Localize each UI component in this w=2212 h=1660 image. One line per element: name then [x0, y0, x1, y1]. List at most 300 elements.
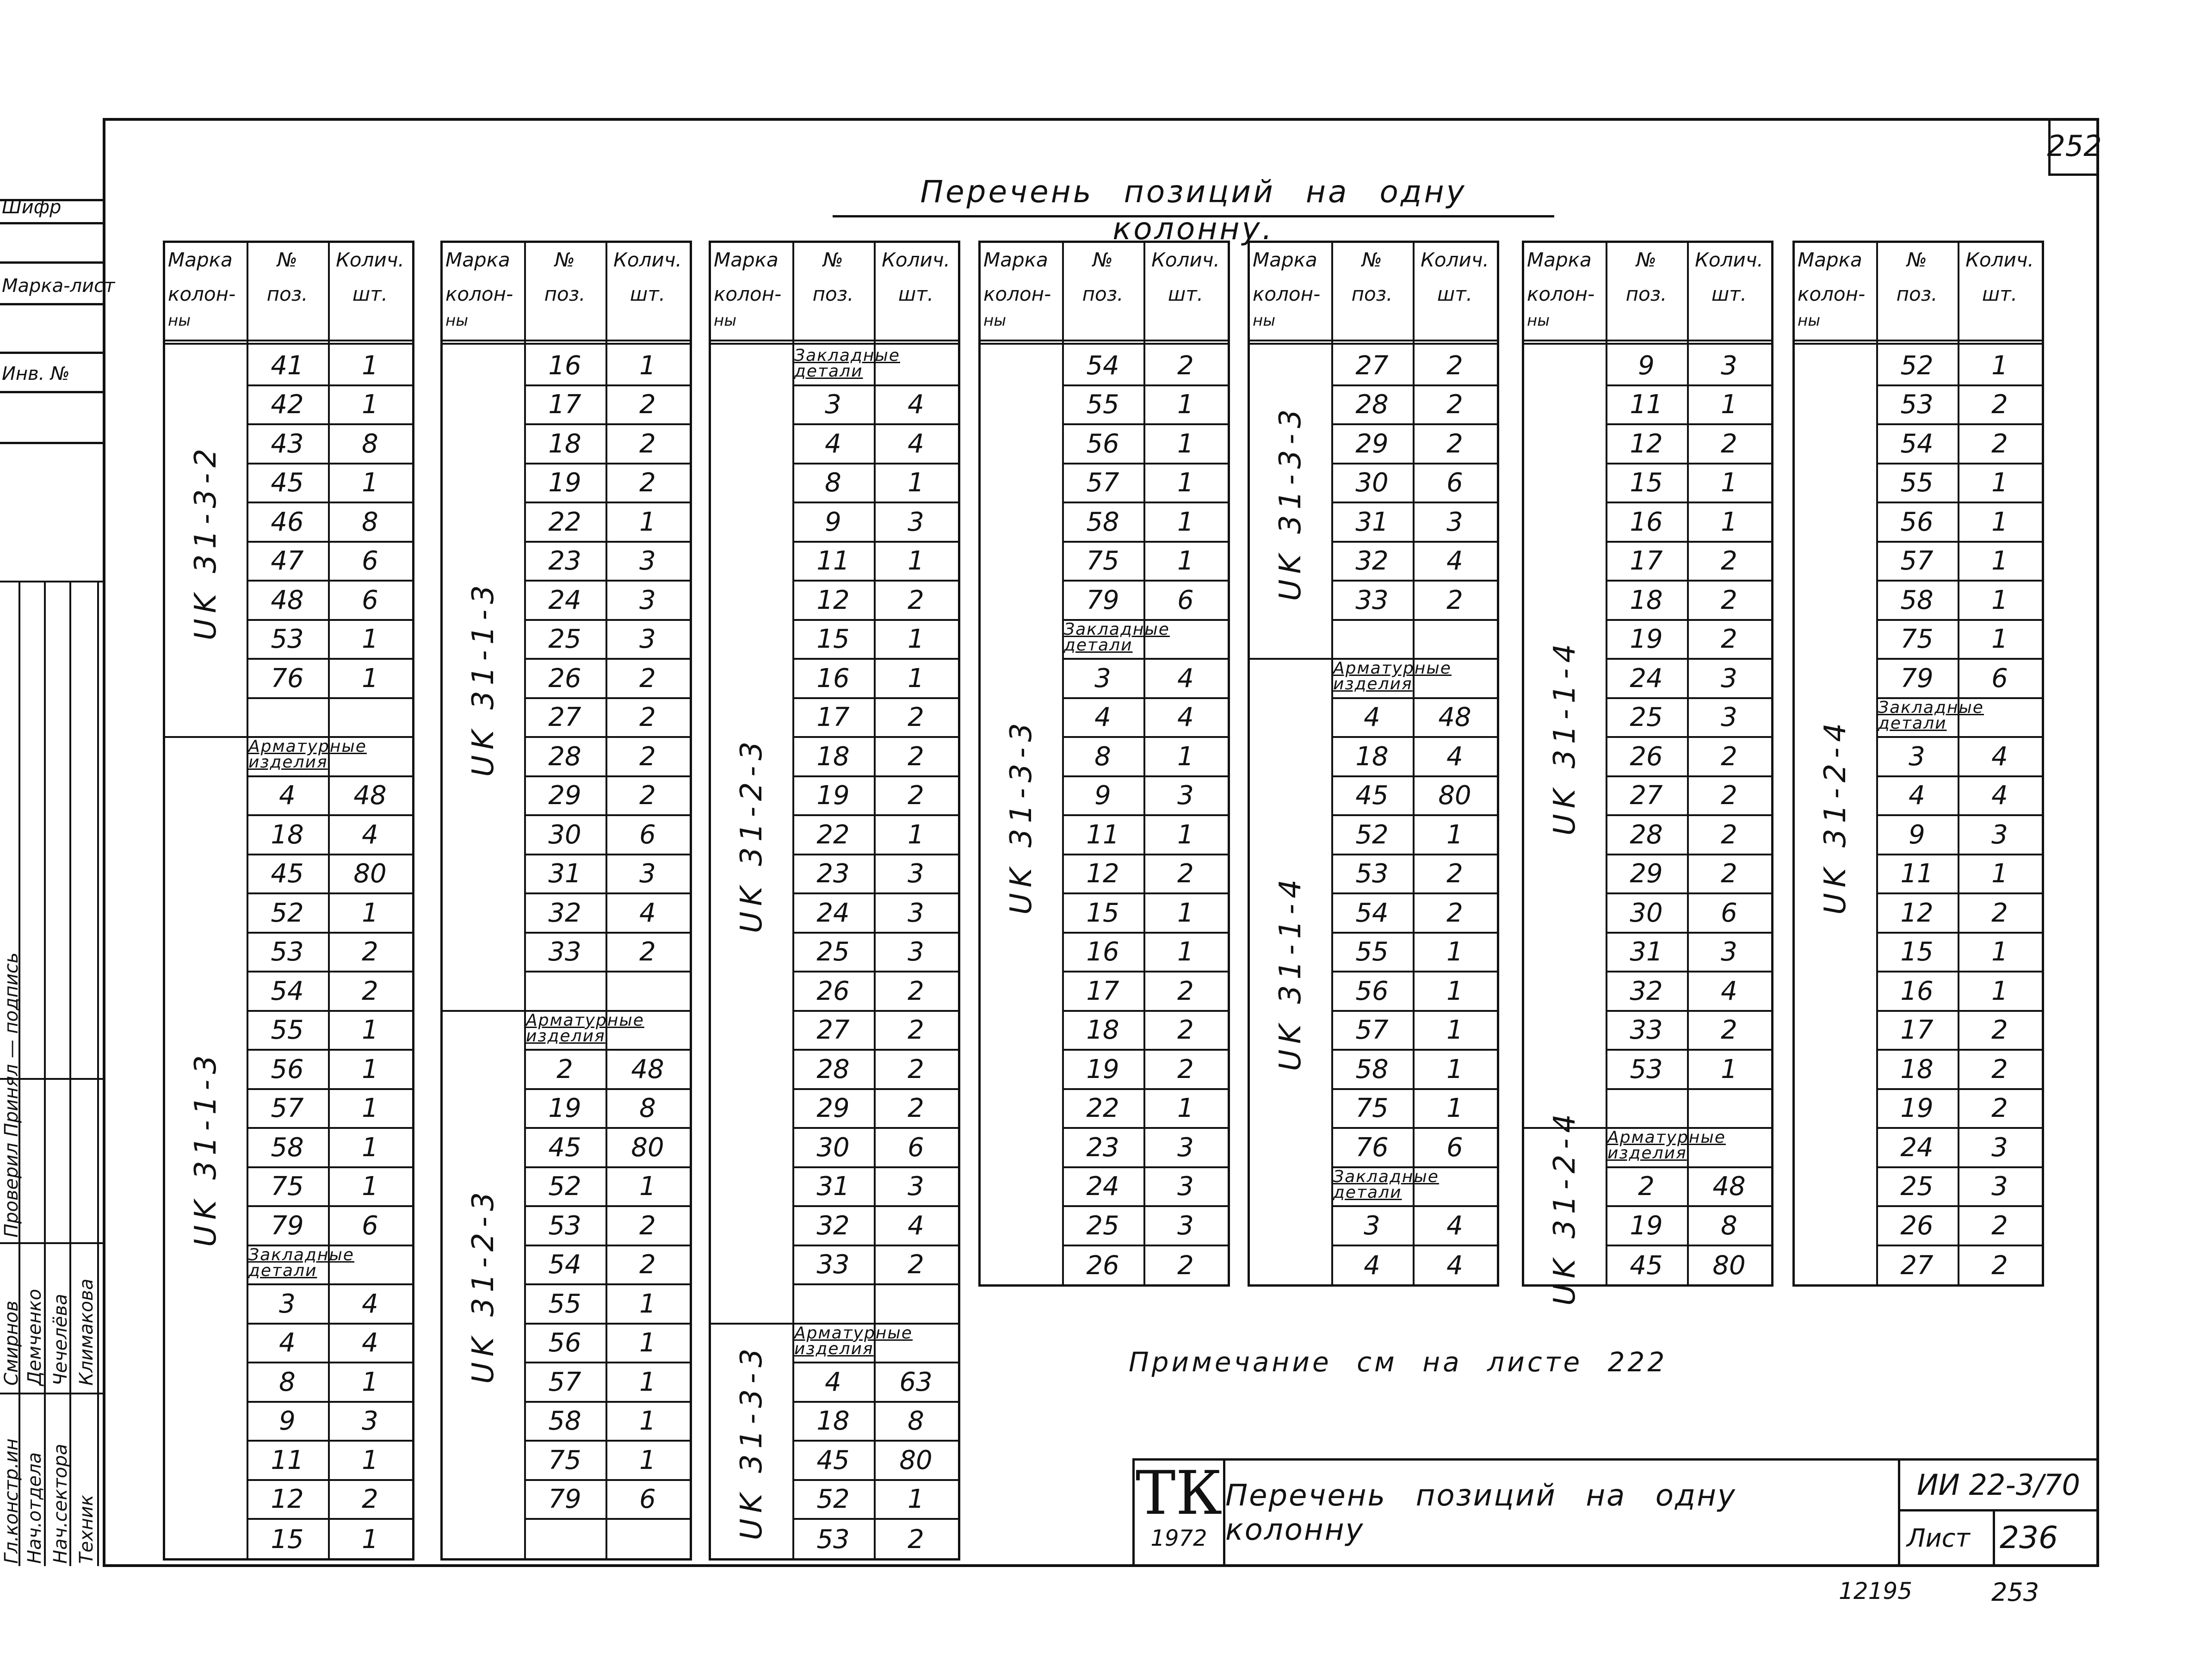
table-row — [524, 1442, 690, 1481]
table-row — [792, 777, 958, 817]
table-row — [1876, 621, 2042, 660]
position-cell: 52 — [1355, 819, 1389, 850]
position-cell: 75 — [548, 1445, 581, 1475]
table-row — [792, 1246, 958, 1286]
column-mark-label: UK 31-2-4 — [1818, 717, 1853, 915]
quantity-cell: 1 — [908, 546, 924, 576]
header-pos-text: № — [1362, 248, 1382, 271]
table-row — [1876, 777, 2042, 817]
quantity-cell: 1 — [1991, 624, 2008, 655]
table-header — [1795, 243, 2042, 345]
name-demchenko: Демченко — [24, 1288, 45, 1386]
table-row — [1331, 347, 1497, 386]
drawing-code: ИИ 22-3/70 — [1898, 1461, 2097, 1511]
table-row — [247, 1246, 412, 1286]
quantity-cell: 2 — [639, 390, 656, 420]
section-label: Арматурные изделия — [1607, 1128, 1726, 1163]
quantity-cell: 3 — [1721, 350, 1737, 381]
table-row — [247, 660, 412, 699]
table-row — [247, 1129, 412, 1168]
position-cell: 53 — [271, 624, 304, 655]
header-mark-text: ны — [1798, 311, 1821, 330]
role-technician: Техник — [76, 1494, 97, 1564]
position-cell: 11 — [816, 546, 850, 576]
quantity-cell: 1 — [1177, 1093, 1194, 1124]
position-cell: 3 — [1364, 1210, 1380, 1241]
position-cell: 18 — [816, 1406, 850, 1437]
quantity-cell: 4 — [1446, 1251, 1463, 1281]
position-cell: 15 — [1086, 898, 1119, 928]
position-cell: 30 — [548, 819, 581, 850]
position-cell: 42 — [271, 390, 304, 420]
header-mark-text: ны — [983, 311, 1007, 330]
table-row — [524, 582, 690, 621]
table-row — [792, 465, 958, 504]
table-row — [1331, 465, 1497, 504]
position-cell: 29 — [816, 1093, 850, 1124]
header-qty-text: шт. — [1982, 283, 2018, 305]
position-cell: 24 — [816, 898, 850, 928]
quantity-cell: 2 — [639, 663, 656, 694]
header-quantity — [1687, 243, 1771, 340]
header-mark-text: колон- — [445, 283, 513, 305]
table-header — [443, 243, 690, 345]
quantity-cell: 1 — [1177, 741, 1194, 772]
position-cell: 32 — [1630, 976, 1663, 1006]
quantity-cell: 1 — [362, 1132, 378, 1163]
quantity-cell: 2 — [1721, 428, 1737, 459]
header-mark-text: Марка — [445, 248, 510, 271]
table-row — [1606, 1090, 1771, 1129]
quantity-cell: 1 — [1446, 1054, 1463, 1084]
header-position — [247, 243, 328, 340]
table-row — [1606, 386, 1771, 426]
column-mark-group — [443, 1012, 524, 1559]
quantity-cell: 6 — [639, 1484, 656, 1515]
header-qty-text: шт. — [1711, 283, 1747, 305]
header-position — [524, 243, 606, 340]
quantity-cell: 4 — [362, 819, 378, 850]
header-qty-text: шт. — [352, 283, 388, 305]
header-pos-text: № — [1093, 248, 1113, 271]
table-row — [792, 1129, 958, 1168]
position-cell: 11 — [1086, 819, 1119, 850]
table-row — [792, 1363, 958, 1403]
column-mark-label: UK 31-2-3 — [735, 736, 769, 934]
quantity-cell: 6 — [362, 585, 378, 615]
position-cell: 15 — [271, 1524, 304, 1555]
column-mark-group — [981, 347, 1062, 1285]
header-mark-text: Марка — [168, 248, 233, 271]
table-row — [792, 816, 958, 855]
table-row — [1331, 503, 1497, 543]
position-cell: 57 — [548, 1367, 581, 1397]
table-row — [247, 1363, 412, 1403]
table-row — [1062, 347, 1228, 386]
table-row — [1606, 777, 1771, 817]
quantity-cell: 1 — [1991, 507, 2008, 537]
position-cell: 25 — [816, 937, 850, 967]
quantity-cell: 2 — [1721, 546, 1737, 576]
table-row — [1876, 543, 2042, 582]
table-row — [1331, 855, 1497, 895]
drawing-description: Перечень позиций на одну колонну — [1225, 1478, 1736, 1547]
quantity-cell: 2 — [1721, 624, 1737, 655]
position-cell: 3 — [825, 390, 841, 420]
table-row — [792, 386, 958, 426]
header-pos-text: поз. — [812, 283, 854, 305]
table-row — [524, 1363, 690, 1403]
position-cell: 17 — [1900, 1015, 1934, 1046]
table-row — [247, 621, 412, 660]
table-row — [247, 777, 412, 817]
position-cell: 28 — [548, 741, 581, 772]
table-row — [1062, 1246, 1228, 1286]
table-rows — [1606, 347, 1771, 1285]
table-row — [792, 347, 958, 386]
quantity-cell: 8 — [362, 507, 378, 537]
table-row — [1331, 738, 1497, 777]
table-row — [1331, 660, 1497, 699]
table-row — [1876, 1051, 2042, 1090]
position-cell: 26 — [1900, 1210, 1934, 1241]
position-cell: 3 — [279, 1288, 296, 1319]
position-cell: 46 — [271, 507, 304, 537]
position-cell: 43 — [271, 428, 304, 459]
title-block — [1132, 1458, 2099, 1567]
position-cell: 19 — [548, 468, 581, 498]
quantity-cell: 3 — [1721, 937, 1737, 967]
header-qty-text: шт. — [1437, 283, 1473, 305]
position-cell — [247, 699, 328, 737]
quantity-cell: 6 — [1721, 898, 1737, 928]
table-row — [524, 1012, 690, 1051]
quantity-cell: 2 — [362, 1484, 378, 1515]
table-row — [524, 621, 690, 660]
column-mark-group — [165, 738, 247, 1559]
table-row — [524, 543, 690, 582]
column-mark-group — [1250, 347, 1331, 660]
quantity-cell: 63 — [899, 1367, 933, 1397]
header-mark-text: колон- — [168, 283, 236, 305]
table-row — [792, 1051, 958, 1090]
column-mark-group — [165, 347, 247, 738]
quantity-cell: 3 — [1721, 663, 1737, 694]
quantity-cell: 2 — [908, 1015, 924, 1046]
signature-strip — [0, 581, 104, 1566]
table-row — [792, 1012, 958, 1051]
quantity-cell: 8 — [362, 428, 378, 459]
table-row — [524, 777, 690, 817]
header-mark — [711, 243, 792, 340]
header-pos-text: поз. — [544, 283, 586, 305]
position-cell: 55 — [1086, 390, 1119, 420]
table-row — [1331, 816, 1497, 855]
quantity-cell: 3 — [908, 1171, 924, 1202]
position-cell: 15 — [1900, 937, 1934, 967]
quantity-cell: 3 — [908, 859, 924, 889]
position-cell: 32 — [816, 1210, 850, 1241]
table-row — [1606, 972, 1771, 1012]
table-row — [1062, 1207, 1228, 1246]
name-smirnov: Смирнов — [1, 1301, 22, 1386]
table-row — [1331, 1051, 1497, 1090]
quantity-cell: 1 — [908, 468, 924, 498]
table-row — [247, 503, 412, 543]
table-row — [247, 1051, 412, 1090]
table-row — [1606, 894, 1771, 934]
position-cell: 29 — [1630, 859, 1663, 889]
quantity-cell: 1 — [1991, 976, 2008, 1006]
quantity-cell: 1 — [362, 1015, 378, 1046]
quantity-cell: 1 — [1991, 585, 2008, 615]
position-cell: 24 — [1086, 1171, 1119, 1202]
section-label: Закладные детали — [1064, 619, 1170, 655]
table-row — [1331, 1246, 1497, 1286]
position-cell — [524, 1520, 606, 1559]
quantity-cell: 1 — [1177, 898, 1194, 928]
position-cell: 25 — [1900, 1171, 1934, 1202]
name-chechelyova: Чечелёва — [50, 1294, 71, 1386]
table-row — [247, 1012, 412, 1051]
table-row — [1062, 621, 1228, 660]
quantity-cell: 1 — [1721, 1054, 1737, 1084]
quantity-cell: 6 — [1991, 663, 2008, 694]
table-row — [1331, 894, 1497, 934]
quantity-cell: 4 — [908, 428, 924, 459]
org-year: 1972 — [1150, 1525, 1207, 1551]
table-row — [247, 972, 412, 1012]
header-position — [1606, 243, 1687, 340]
position-cell: 28 — [1355, 390, 1389, 420]
table-row — [1876, 1090, 2042, 1129]
position-cell: 12 — [1900, 898, 1934, 928]
position-cell: 8 — [825, 468, 841, 498]
table-row — [792, 1403, 958, 1442]
position-cell: 2 — [1638, 1171, 1655, 1202]
position-cell: 18 — [1086, 1015, 1119, 1046]
table-row — [524, 1325, 690, 1364]
section-label: Арматурные изделия — [794, 1323, 913, 1358]
quantity-cell: 2 — [639, 1250, 656, 1280]
quantity-cell: 3 — [639, 585, 656, 615]
column-table — [440, 241, 692, 1561]
column-mark-label: UK 31-2-3 — [466, 1186, 500, 1384]
table-row — [1606, 1012, 1771, 1051]
table-row — [524, 1129, 690, 1168]
column-mark-label: UK 31-2-4 — [1548, 1108, 1582, 1306]
position-cell: 12 — [816, 585, 850, 615]
quantity-cell: 6 — [362, 1210, 378, 1241]
column-mark-label: UK 31-1-3 — [189, 1050, 223, 1247]
position-cell: 29 — [1355, 428, 1389, 459]
quantity-cell: 2 — [1991, 428, 2008, 459]
quantity-cell: 4 — [1177, 702, 1194, 733]
quantity-cell: 4 — [1446, 741, 1463, 772]
quantity-cell — [606, 1520, 690, 1559]
quantity-cell: 2 — [1177, 976, 1194, 1006]
position-cell: 76 — [1355, 1132, 1389, 1163]
table-row — [524, 1090, 690, 1129]
table-row — [1062, 816, 1228, 855]
check-accept-label: Проверил Принял — подпись — [1, 952, 22, 1238]
position-cell: 16 — [816, 663, 850, 694]
quantity-cell: 3 — [639, 624, 656, 655]
footer-right-number: 253 — [1991, 1578, 2039, 1607]
quantity-cell: 2 — [908, 1054, 924, 1084]
quantity-cell: 1 — [639, 1367, 656, 1397]
position-cell: 19 — [1630, 624, 1663, 655]
role-dept-head: Нач.отдела — [24, 1452, 45, 1564]
table-row — [1606, 816, 1771, 855]
position-cell: 4 — [1909, 780, 1925, 811]
position-cell: 27 — [1900, 1251, 1934, 1281]
quantity-cell: 2 — [1446, 390, 1463, 420]
position-cell — [792, 1285, 874, 1323]
position-cell: 11 — [1630, 390, 1663, 420]
quantity-cell: 3 — [1177, 1210, 1194, 1241]
position-cell: 22 — [548, 507, 581, 537]
position-cell: 4 — [825, 428, 841, 459]
position-cell: 15 — [816, 624, 850, 655]
quantity-cell: 2 — [908, 1524, 924, 1555]
table-row — [1606, 1129, 1771, 1168]
quantity-cell: 3 — [362, 1406, 378, 1437]
header-quantity — [1143, 243, 1228, 340]
table-row — [1062, 1129, 1228, 1168]
table-row — [1062, 934, 1228, 973]
header-mark-text: колон- — [983, 283, 1051, 305]
position-cell: 3 — [1909, 741, 1925, 772]
position-cell: 17 — [1086, 976, 1119, 1006]
position-cell: 54 — [548, 1250, 581, 1280]
header-mark — [1524, 243, 1606, 340]
position-cell: 4 — [1364, 702, 1380, 733]
position-cell: 52 — [548, 1171, 581, 1202]
table-row — [524, 1168, 690, 1208]
sheet-number: 236 — [2000, 1520, 2058, 1555]
position-cell: 53 — [1900, 390, 1934, 420]
quantity-cell: 1 — [362, 1054, 378, 1084]
table-row — [247, 1090, 412, 1129]
margin-line — [0, 303, 103, 305]
table-row — [792, 425, 958, 465]
quantity-cell: 2 — [1991, 1015, 2008, 1046]
position-cell: 48 — [271, 585, 304, 615]
position-cell: 45 — [1630, 1251, 1663, 1281]
quantity-cell: 2 — [1446, 428, 1463, 459]
quantity-cell: 1 — [908, 663, 924, 694]
position-cell: 31 — [1630, 937, 1663, 967]
quantity-cell: 1 — [639, 1445, 656, 1475]
position-cell: 55 — [548, 1288, 581, 1319]
header-pos-text: поз. — [1351, 283, 1393, 305]
table-row — [247, 1481, 412, 1520]
quantity-cell: 1 — [1721, 468, 1737, 498]
table-row — [792, 1520, 958, 1559]
position-cell: 12 — [1086, 859, 1119, 889]
header-mark-text: Марка — [714, 248, 779, 271]
position-cell: 22 — [1086, 1093, 1119, 1124]
position-cell: 26 — [816, 976, 850, 1006]
position-cell: 24 — [1630, 663, 1663, 694]
column-table — [1248, 241, 1499, 1287]
position-cell: 41 — [271, 350, 304, 381]
table-header — [1524, 243, 1771, 345]
sheet-cell — [1898, 1511, 2097, 1565]
position-cell: 33 — [1630, 1015, 1663, 1046]
position-cell: 3 — [1094, 663, 1111, 694]
quantity-cell: 3 — [1991, 1171, 2008, 1202]
header-position — [1331, 243, 1413, 340]
table-rows — [1062, 347, 1228, 1285]
quantity-cell: 2 — [639, 780, 656, 811]
table-row — [524, 1246, 690, 1286]
margin-line — [0, 261, 103, 264]
quantity-cell — [1687, 1090, 1771, 1127]
quantity-cell: 2 — [908, 702, 924, 733]
column-mark-label: UK 31-3-3 — [1273, 403, 1308, 601]
table-row — [524, 738, 690, 777]
table-row — [1876, 972, 2042, 1012]
table-rows — [524, 347, 690, 1559]
header-pos-text: поз. — [266, 283, 308, 305]
table-row — [1876, 503, 2042, 543]
table-row — [1876, 1129, 2042, 1168]
quantity-cell: 4 — [1991, 780, 2008, 811]
table-row — [1606, 465, 1771, 504]
quantity-cell: 2 — [1721, 585, 1737, 615]
position-cell: 12 — [1630, 428, 1663, 459]
header-pos-text: № — [277, 248, 297, 271]
table-rows — [1876, 347, 2042, 1285]
header-qty-text: Колич. — [1965, 248, 2034, 271]
table-row — [792, 934, 958, 973]
header-qty-text: Колич. — [613, 248, 682, 271]
table-row — [1606, 699, 1771, 738]
quantity-cell — [606, 972, 690, 1010]
position-cell: 55 — [271, 1015, 304, 1046]
position-cell: 75 — [1900, 624, 1934, 655]
column-mark-group — [1524, 1108, 1606, 1306]
quantity-cell: 2 — [1991, 1210, 2008, 1241]
role-chief-engineer: Гл.констр.ин — [1, 1438, 22, 1564]
quantity-cell: 1 — [362, 1524, 378, 1555]
table-row — [1062, 855, 1228, 895]
header-pos-text: № — [823, 248, 843, 271]
table-row — [524, 660, 690, 699]
position-cell: 58 — [1355, 1054, 1389, 1084]
header-mark-text: ны — [1253, 311, 1276, 330]
quantity-cell: 1 — [908, 624, 924, 655]
table-row — [247, 855, 412, 895]
column-table — [1792, 241, 2044, 1287]
quantity-cell: 2 — [1991, 390, 2008, 420]
position-cell: 26 — [548, 663, 581, 694]
table-header — [1250, 243, 1497, 345]
position-cell: 4 — [825, 1367, 841, 1397]
quantity-cell: 8 — [1721, 1210, 1737, 1241]
table-row — [247, 1325, 412, 1364]
position-cell: 16 — [1630, 507, 1663, 537]
table-row — [1062, 894, 1228, 934]
column-mark-group — [711, 1325, 792, 1559]
quantity-cell: 2 — [639, 1210, 656, 1241]
quantity-cell: 1 — [639, 507, 656, 537]
quantity-cell: 8 — [639, 1093, 656, 1124]
position-cell: 23 — [1086, 1132, 1119, 1163]
table-row — [1331, 621, 1497, 660]
